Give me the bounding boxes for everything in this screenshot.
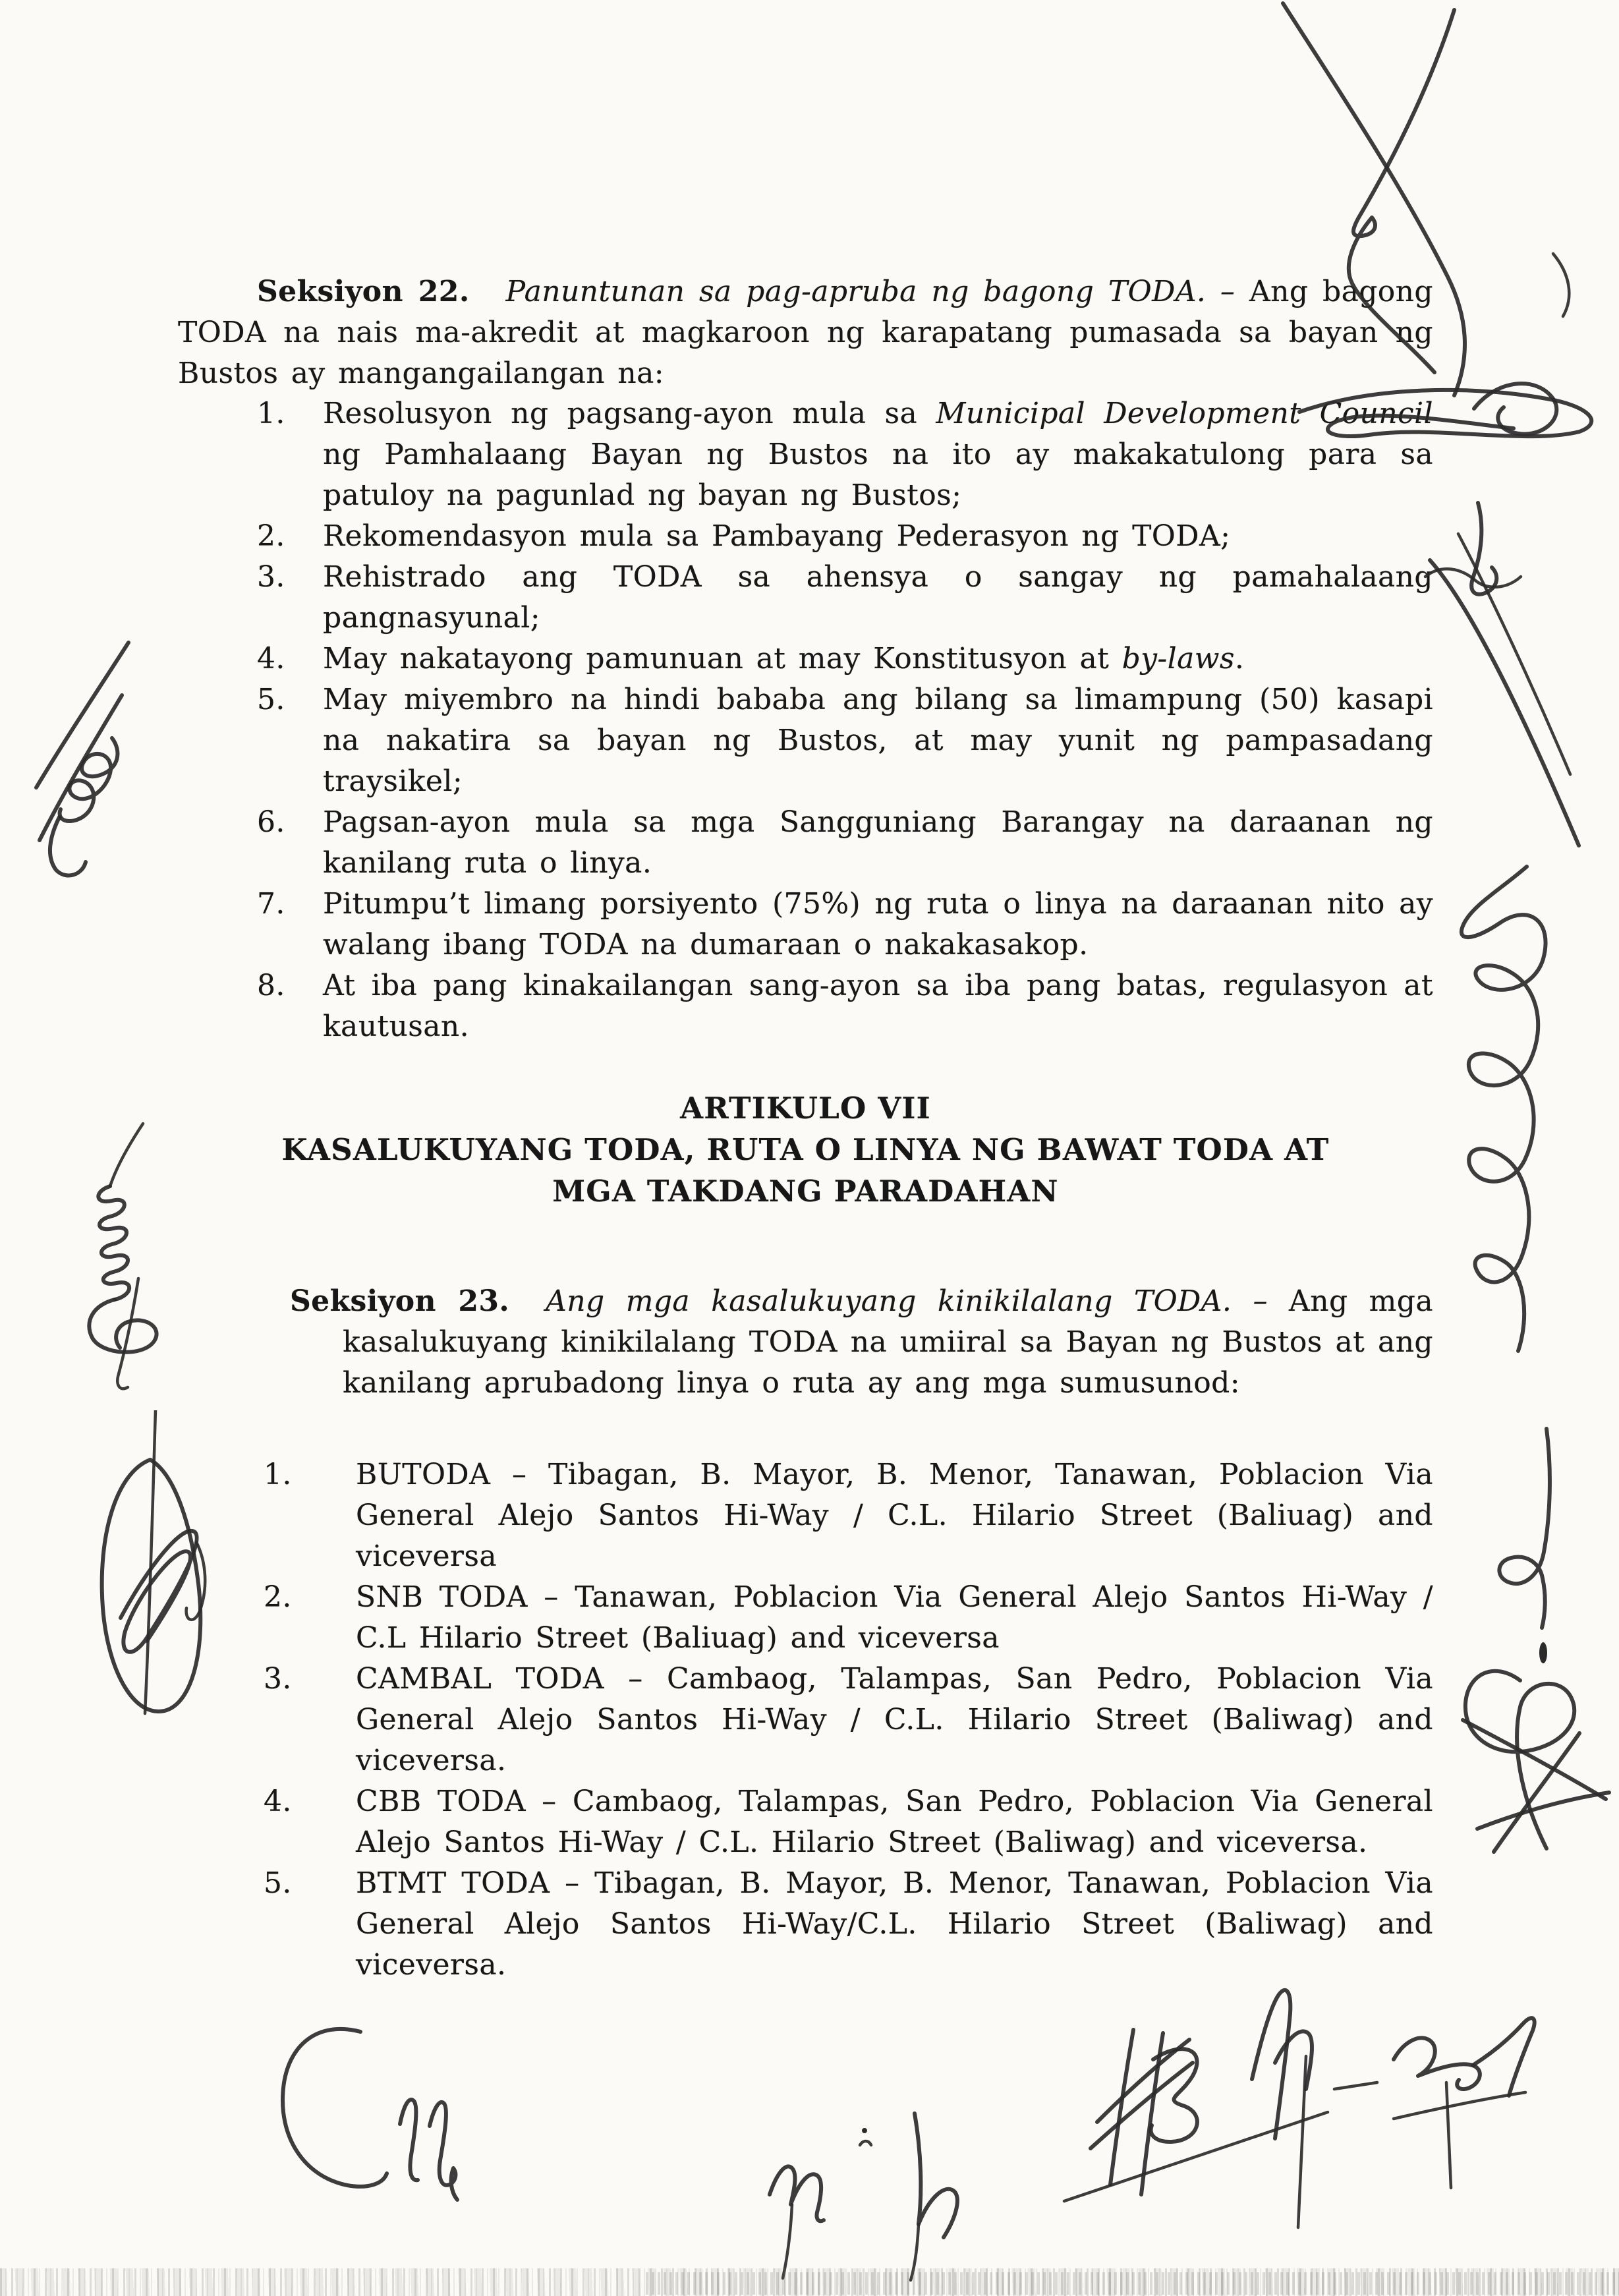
list-item-number: 6. (257, 805, 285, 839)
list-item-number: 1. (264, 1458, 292, 1491)
list-item (257, 802, 1433, 884)
list-item (264, 1577, 1433, 1659)
left-margin-coil-ink-scribble-signature (80, 1120, 173, 1397)
list-item-text: CBB TODA – Cambaog, Talampas, San Pedro, Poblacion Via General Alejo Santos Hi-Way / C.L. Hilario Street (Baliwag) and viceversa. (356, 1785, 1433, 1859)
list-item-text: Rekomendasyon mula sa Pambayang Pederasyon ng TODA; (323, 519, 1231, 553)
article7-heading-line1: ARTIKULO VII (680, 1091, 931, 1126)
list-item-text: At iba pang kinakailangan sang-ayon sa iba pang batas, regulasyon at kautusan. (323, 969, 1433, 1043)
right-margin-star-ink-scribble-signature (1458, 1657, 1616, 1865)
list-item-number: 7. (257, 887, 285, 921)
list-item-text: Resolusyon ng pagsang-ayon mula sa Municipal Development Council ng Pamhalaang Bayan ng Bustos na ito ay makakatulong para sa patuloy na pagunlad ng bayan ng Bustos; (323, 397, 1433, 512)
list-item (264, 1863, 1433, 1986)
section23-toda-list (264, 1454, 1433, 1986)
list-item-number: 5. (257, 683, 285, 716)
list-item-text: May miyembro na hindi bababa ang bilang sa limampung (50) kasapi na nakatira sa bayan ng Bustos, at may yunit ng pampasadang traysikel; (323, 683, 1433, 798)
list-item-text: Rehistrado ang TODA sa ahensya o sangay ng pamahalaang pangnasyunal; (323, 560, 1433, 635)
left-margin-circled-ink-scribble-signature (84, 1410, 219, 1760)
list-item-number: 4. (264, 1785, 292, 1818)
list-item-number: 5. (264, 1866, 292, 1900)
list-item-number: 8. (257, 969, 285, 1002)
list-item (257, 393, 1433, 516)
list-item-text: BUTODA – Tibagan, B. Mayor, B. Menor, Tanawan, Poblacion Via General Alejo Santos Hi-Way / C.L. Hilario Street (Baliuag) and viceversa (356, 1458, 1433, 1573)
bottom-center-ink-signature (758, 2106, 1008, 2283)
bottom-left-ink-signature (271, 2015, 476, 2206)
bottom-right-ink-signature (1035, 1984, 1581, 2283)
list-item-text: Pagsan-ayon mula sa mga Sangguniang Barangay na daraanan ng kanilang ruta o linya. (323, 805, 1433, 880)
article7-heading-line3: MGA TAKDANG PARADAHAN (552, 1174, 1059, 1209)
list-item-number: 4. (257, 642, 285, 675)
list-item-number: 2. (264, 1580, 292, 1614)
scan-noise-band-dark (646, 2272, 1619, 2295)
list-item-number: 2. (257, 519, 285, 553)
right-margin-loop-ink-scribble-signature (1486, 1423, 1572, 1674)
section23-body: Ang mga kasalukuyang kinikilalang TODA na umiiral sa Bayan ng Bustos at ang kanilang aprubadong linya o ruta ay ang mga sumusunod: (343, 1284, 1433, 1400)
article7-heading-line2: KASALUKUYANG TODA, RUTA O LINYA NG BAWAT TODA AT (281, 1132, 1330, 1167)
list-item-number: 1. (257, 397, 285, 430)
list-item (257, 639, 1433, 679)
section23-label: Seksiyon 23. (290, 1284, 510, 1318)
list-item (257, 965, 1433, 1047)
right-margin-upper-ink-scribble-signature (1422, 498, 1590, 857)
list-item-number: 3. (264, 1662, 292, 1696)
list-item (257, 516, 1433, 557)
list-item (257, 679, 1433, 802)
section23-title: Ang mga kasalukuyang kinikilalang TODA. – (546, 1284, 1268, 1318)
list-item-text: CAMBAL TODA – Cambaog, Talampas, San Pedro, Poblacion Via General Alejo Santos Hi-Way / C.L. Hilario Street (Baliwag) and viceversa. (356, 1662, 1433, 1777)
list-item-text: BTMT TODA – Tibagan, B. Mayor, B. Menor, Tanawan, Poblacion Via General Alejo Santos Hi-Way/C.L. Hilario Street (Baliwag) and viceversa. (356, 1866, 1433, 1982)
list-item (264, 1659, 1433, 1781)
section23-paragraph (290, 1281, 1433, 1404)
list-item (257, 884, 1433, 965)
section22-body: Ang bagong TODA na nais ma-akredit at magkaroon ng karapatang pumasada sa bayan ng Bustos ay mangangailangan na: (178, 275, 1433, 390)
list-item-text: SNB TODA – Tanawan, Poblacion Via General Alejo Santos Hi-Way / C.L Hilario Street (Baliuag) and viceversa (356, 1580, 1433, 1655)
right-margin-vertical-ink-scribble-signature (1444, 860, 1566, 1364)
section22-title: Panuntunan sa pag-apruba ng bagong TODA. – (505, 275, 1236, 308)
article7-heading (178, 1087, 1433, 1212)
section22-requirements-list (257, 393, 1433, 1047)
list-item-number: 3. (257, 560, 285, 594)
list-item-text: May nakatayong pamunuan at may Konstitusyon at by-laws. (323, 642, 1245, 675)
list-item (264, 1454, 1433, 1577)
list-item (257, 557, 1433, 639)
left-margin-upper-ink-scribble-signature (20, 619, 145, 962)
list-item-text: Pitumpu’t limang porsiyento (75%) ng ruta o linya na daraanan nito ay walang ibang TODA na dumaraan o nakakasakop. (323, 887, 1433, 961)
section22-label: Seksiyon 22. (257, 275, 470, 308)
list-item (264, 1781, 1433, 1863)
section22-paragraph (178, 272, 1433, 394)
